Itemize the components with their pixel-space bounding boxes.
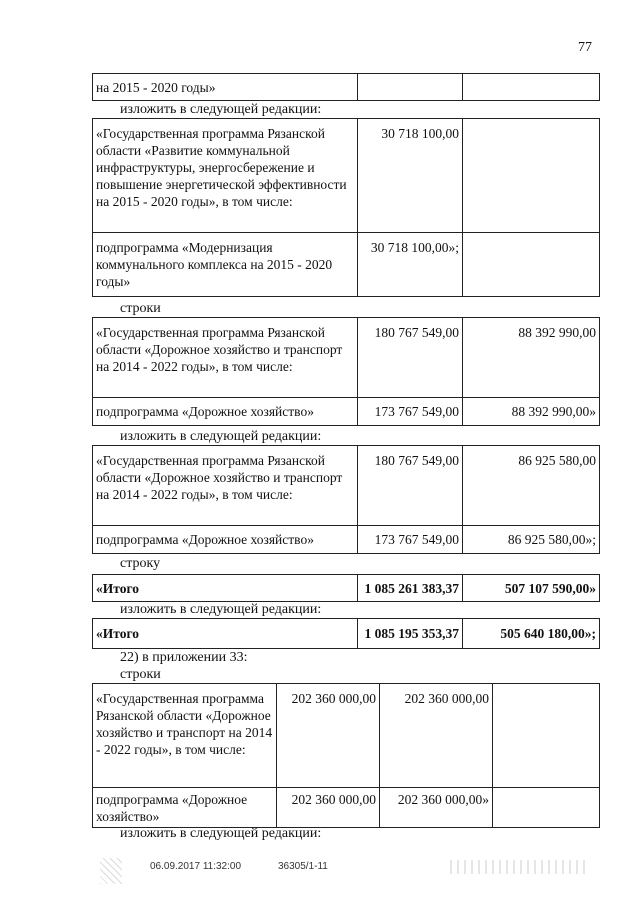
amount-cell: 86 925 580,00»; (463, 526, 600, 554)
row-name: «Итого (93, 575, 358, 602)
row-name: подпрограмма «Модернизация коммунального комплекса на 2015 - 2020 годы» (93, 233, 358, 297)
amount-cell: 507 107 590,00» (463, 575, 600, 602)
footer-date: 06.09.2017 11:32:00 (150, 861, 242, 872)
instruction-line: изложить в следующей редакции: (120, 102, 322, 117)
row-name: «Государственная программа Рязанской области «Развитие коммунальной инфраструктуры, энергосбережение и повышение энергетической эффективности на 2015 - 2020 годы», в том числе: (93, 119, 358, 233)
row-name: «Государственная программа Рязанской области «Дорожное хозяйство и транспорт на 2014 - 2022 годы», в том числе: (93, 684, 277, 788)
table-1 (92, 73, 600, 101)
amount-cell: 1 085 195 353,37 (358, 619, 463, 649)
table-row (93, 318, 600, 398)
table-row (93, 74, 600, 101)
amount-cell: 173 767 549,00 (358, 398, 463, 426)
section-heading: 22) в приложении 33: (120, 650, 248, 665)
table-row (93, 119, 600, 233)
scan-noise (100, 858, 122, 884)
table-row (93, 575, 600, 602)
table-row (93, 446, 600, 526)
amount-cell: 202 360 000,00» (380, 788, 493, 828)
table-row (93, 526, 600, 554)
table-3 (92, 317, 600, 426)
amount-cell: 180 767 549,00 (358, 446, 463, 526)
table-row (93, 233, 600, 297)
table-2 (92, 118, 600, 297)
amount-cell (463, 233, 600, 297)
amount-cell: 180 767 549,00 (358, 318, 463, 398)
row-name: «Государственная программа Рязанской области «Дорожное хозяйство и транспорт на 2014 - 2022 годы», в том числе: (93, 318, 358, 398)
instruction-line: строки (120, 667, 161, 682)
amount-cell: 1 085 261 383,37 (358, 575, 463, 602)
table-row (93, 684, 600, 788)
table-7 (92, 683, 600, 828)
row-name: «Итого (93, 619, 358, 649)
amount-cell: 88 392 990,00» (463, 398, 600, 426)
row-name: подпрограмма «Дорожное хозяйство» (93, 788, 277, 828)
footer-code: 36305/1-11 (278, 861, 328, 872)
amount-cell: 88 392 990,00 (463, 318, 600, 398)
row-name: на 2015 - 2020 годы» (93, 74, 358, 101)
amount-cell (493, 684, 600, 788)
amount-cell (493, 788, 600, 828)
scan-noise (450, 860, 590, 874)
amount-cell: 202 360 000,00 (277, 788, 380, 828)
table-4 (92, 445, 600, 554)
amount-cell: 202 360 000,00 (277, 684, 380, 788)
instruction-line: изложить в следующей редакции: (120, 826, 322, 841)
row-name: подпрограмма «Дорожное хозяйство» (93, 526, 358, 554)
page-number: 77 (578, 40, 592, 55)
amount-cell: 30 718 100,00»; (358, 233, 463, 297)
amount-cell (358, 74, 463, 101)
amount-cell: 30 718 100,00 (358, 119, 463, 233)
table-row (93, 788, 600, 828)
table-total-new (92, 618, 600, 649)
instruction-line: строки (120, 301, 161, 316)
instruction-line: строку (120, 556, 161, 571)
amount-cell (463, 119, 600, 233)
amount-cell: 86 925 580,00 (463, 446, 600, 526)
amount-cell: 202 360 000,00 (380, 684, 493, 788)
amount-cell (463, 74, 600, 101)
instruction-line: изложить в следующей редакции: (120, 429, 322, 444)
row-name: «Государственная программа Рязанской области «Дорожное хозяйство и транспорт на 2014 - 2022 годы», в том числе: (93, 446, 358, 526)
instruction-line: изложить в следующей редакции: (120, 602, 322, 617)
table-row (93, 619, 600, 649)
amount-cell: 173 767 549,00 (358, 526, 463, 554)
table-total-old (92, 574, 600, 602)
row-name: подпрограмма «Дорожное хозяйство» (93, 398, 358, 426)
table-row (93, 398, 600, 426)
amount-cell: 505 640 180,00»; (463, 619, 600, 649)
